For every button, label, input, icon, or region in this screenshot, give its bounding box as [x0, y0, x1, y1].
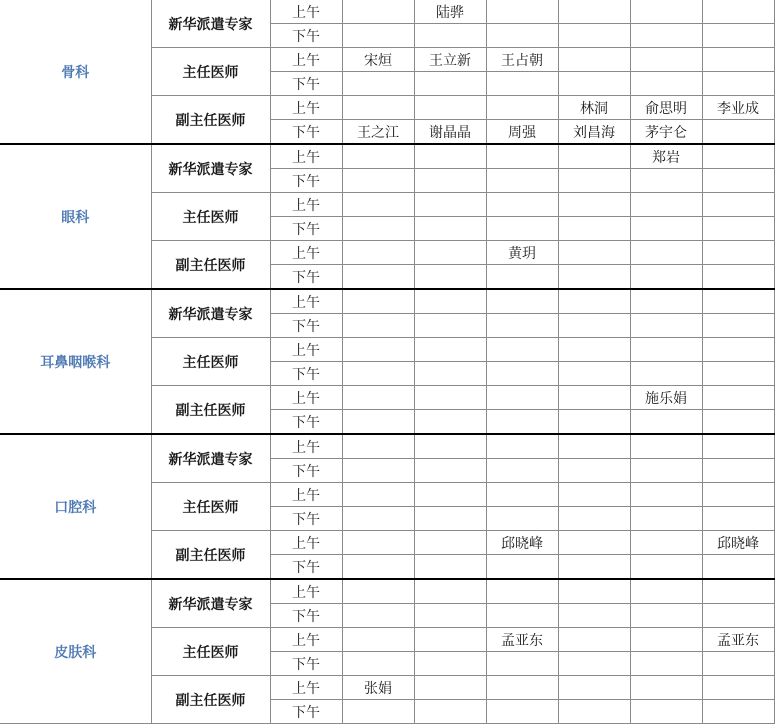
doctor-cell [630, 628, 702, 652]
period-label: 上午 [270, 144, 342, 169]
doctor-cell [702, 652, 774, 676]
department-name: 眼科 [0, 144, 151, 289]
doctor-title: 副主任医师 [151, 386, 270, 435]
doctor-cell [558, 289, 630, 314]
doctor-cell [702, 193, 774, 217]
doctor-cell [486, 604, 558, 628]
doctor-cell: 邱晓峰 [486, 531, 558, 555]
doctor-cell [342, 628, 414, 652]
period-label: 上午 [270, 0, 342, 24]
doctor-cell: 周强 [486, 120, 558, 145]
doctor-cell [702, 72, 774, 96]
doctor-cell [702, 217, 774, 241]
doctor-cell [558, 483, 630, 507]
doctor-cell [342, 434, 414, 459]
doctor-cell [486, 459, 558, 483]
doctor-cell [414, 531, 486, 555]
doctor-cell [414, 652, 486, 676]
doctor-cell [630, 507, 702, 531]
doctor-cell [342, 314, 414, 338]
doctor-cell [342, 507, 414, 531]
period-label: 下午 [270, 314, 342, 338]
period-label: 上午 [270, 386, 342, 410]
doctor-cell [558, 531, 630, 555]
doctor-cell [486, 314, 558, 338]
period-label: 上午 [270, 434, 342, 459]
doctor-cell [558, 676, 630, 700]
doctor-cell [702, 362, 774, 386]
doctor-cell [486, 338, 558, 362]
doctor-cell [342, 386, 414, 410]
doctor-cell [558, 314, 630, 338]
doctor-cell [702, 386, 774, 410]
doctor-cell [558, 362, 630, 386]
doctor-cell [558, 193, 630, 217]
period-label: 上午 [270, 483, 342, 507]
table-row [0, 289, 774, 314]
doctor-cell [702, 144, 774, 169]
doctor-cell [342, 604, 414, 628]
doctor-cell [630, 483, 702, 507]
doctor-cell [558, 579, 630, 604]
period-label: 下午 [270, 410, 342, 435]
doctor-cell [486, 579, 558, 604]
doctor-cell [486, 72, 558, 96]
doctor-cell [558, 700, 630, 724]
period-label: 上午 [270, 96, 342, 120]
doctor-cell [414, 338, 486, 362]
doctor-cell [558, 241, 630, 265]
doctor-cell [558, 604, 630, 628]
period-label: 下午 [270, 652, 342, 676]
doctor-cell [702, 314, 774, 338]
doctor-cell [342, 241, 414, 265]
doctor-cell [630, 434, 702, 459]
doctor-cell [630, 193, 702, 217]
doctor-cell [414, 169, 486, 193]
doctor-cell [558, 265, 630, 290]
doctor-cell [342, 531, 414, 555]
doctor-cell: 林洞 [558, 96, 630, 120]
doctor-cell [558, 169, 630, 193]
doctor-cell [486, 217, 558, 241]
doctor-cell [486, 0, 558, 24]
doctor-cell [558, 24, 630, 48]
period-label: 下午 [270, 169, 342, 193]
period-label: 上午 [270, 579, 342, 604]
doctor-cell [342, 483, 414, 507]
doctor-cell: 王立新 [414, 48, 486, 72]
doctor-cell [342, 410, 414, 435]
doctor-cell [630, 48, 702, 72]
doctor-cell [702, 24, 774, 48]
doctor-cell [486, 362, 558, 386]
doctor-cell [486, 652, 558, 676]
doctor-cell [702, 434, 774, 459]
period-label: 上午 [270, 628, 342, 652]
doctor-cell [414, 459, 486, 483]
doctor-cell [558, 628, 630, 652]
doctor-cell [702, 700, 774, 724]
doctor-cell: 张娟 [342, 676, 414, 700]
doctor-cell [702, 338, 774, 362]
doctor-title: 主任医师 [151, 483, 270, 531]
doctor-cell [702, 120, 774, 145]
period-label: 上午 [270, 338, 342, 362]
doctor-cell [486, 265, 558, 290]
doctor-cell [702, 555, 774, 580]
doctor-cell [342, 193, 414, 217]
period-label: 下午 [270, 700, 342, 724]
doctor-cell [486, 676, 558, 700]
doctor-cell: 茅宇仑 [630, 120, 702, 145]
doctor-title: 新华派遣专家 [151, 579, 270, 628]
doctor-cell [342, 265, 414, 290]
doctor-cell [414, 144, 486, 169]
doctor-cell: 陆骅 [414, 0, 486, 24]
doctor-cell [702, 507, 774, 531]
doctor-cell: 俞思明 [630, 96, 702, 120]
doctor-cell [702, 169, 774, 193]
doctor-cell: 黄玥 [486, 241, 558, 265]
doctor-cell [702, 241, 774, 265]
doctor-cell [486, 144, 558, 169]
period-label: 下午 [270, 72, 342, 96]
doctor-cell: 谢晶晶 [414, 120, 486, 145]
doctor-cell [414, 289, 486, 314]
doctor-cell [486, 434, 558, 459]
doctor-cell [702, 410, 774, 435]
doctor-cell [414, 386, 486, 410]
doctor-cell [486, 555, 558, 580]
table-row [0, 0, 774, 24]
doctor-cell [702, 459, 774, 483]
doctor-cell [558, 652, 630, 676]
doctor-cell [558, 555, 630, 580]
period-label: 下午 [270, 507, 342, 531]
doctor-cell [702, 289, 774, 314]
period-label: 下午 [270, 604, 342, 628]
doctor-cell [414, 96, 486, 120]
doctor-cell: 孟亚东 [702, 628, 774, 652]
doctor-cell [630, 700, 702, 724]
doctor-title: 新华派遣专家 [151, 144, 270, 193]
doctor-cell: 宋烜 [342, 48, 414, 72]
department-name: 骨科 [0, 0, 151, 144]
doctor-cell [702, 265, 774, 290]
doctor-cell [414, 217, 486, 241]
doctor-cell [630, 579, 702, 604]
doctor-cell [414, 555, 486, 580]
doctor-cell [558, 410, 630, 435]
doctor-cell [414, 434, 486, 459]
doctor-cell [630, 410, 702, 435]
doctor-cell [558, 338, 630, 362]
doctor-cell [630, 555, 702, 580]
table-row [0, 144, 774, 169]
doctor-cell: 刘昌海 [558, 120, 630, 145]
doctor-cell [414, 507, 486, 531]
period-label: 上午 [270, 676, 342, 700]
doctor-cell: 孟亚东 [486, 628, 558, 652]
period-label: 上午 [270, 193, 342, 217]
doctor-cell [486, 193, 558, 217]
doctor-cell [342, 289, 414, 314]
doctor-cell [342, 96, 414, 120]
doctor-cell [414, 700, 486, 724]
doctor-cell [342, 652, 414, 676]
period-label: 上午 [270, 241, 342, 265]
doctor-cell: 施乐娟 [630, 386, 702, 410]
doctor-cell: 李业成 [702, 96, 774, 120]
doctor-cell [630, 24, 702, 48]
department-name: 耳鼻咽喉科 [0, 289, 151, 434]
department-name: 口腔科 [0, 434, 151, 579]
doctor-cell [486, 289, 558, 314]
department-name: 皮肤科 [0, 579, 151, 724]
doctor-cell [486, 700, 558, 724]
table-row [0, 434, 774, 459]
doctor-cell [630, 362, 702, 386]
doctor-title: 副主任医师 [151, 676, 270, 724]
doctor-cell: 郑岩 [630, 144, 702, 169]
doctor-cell [558, 72, 630, 96]
doctor-cell [414, 241, 486, 265]
period-label: 下午 [270, 24, 342, 48]
doctor-cell [414, 24, 486, 48]
doctor-cell [342, 169, 414, 193]
doctor-cell [414, 410, 486, 435]
doctor-cell [630, 652, 702, 676]
doctor-cell [630, 217, 702, 241]
doctor-cell [630, 459, 702, 483]
doctor-cell [414, 628, 486, 652]
period-label: 下午 [270, 555, 342, 580]
period-label: 下午 [270, 265, 342, 290]
doctor-cell [486, 410, 558, 435]
doctor-cell [630, 265, 702, 290]
doctor-cell [630, 0, 702, 24]
doctor-cell [702, 604, 774, 628]
doctor-cell [630, 338, 702, 362]
doctor-cell: 王之江 [342, 120, 414, 145]
doctor-cell [414, 314, 486, 338]
doctor-cell [414, 193, 486, 217]
doctor-cell [630, 169, 702, 193]
doctor-cell [630, 531, 702, 555]
doctor-cell [342, 217, 414, 241]
doctor-cell [702, 48, 774, 72]
doctor-cell [486, 507, 558, 531]
doctor-title: 主任医师 [151, 193, 270, 241]
doctor-cell [558, 507, 630, 531]
doctor-cell [342, 0, 414, 24]
doctor-cell [630, 676, 702, 700]
doctor-title: 副主任医师 [151, 241, 270, 290]
doctor-cell [558, 0, 630, 24]
doctor-title: 主任医师 [151, 338, 270, 386]
doctor-cell [486, 386, 558, 410]
doctor-title: 副主任医师 [151, 96, 270, 145]
doctor-cell [702, 676, 774, 700]
doctor-cell [558, 386, 630, 410]
doctor-title: 主任医师 [151, 48, 270, 96]
doctor-title: 副主任医师 [151, 531, 270, 580]
doctor-cell [342, 555, 414, 580]
doctor-cell [558, 144, 630, 169]
doctor-cell [342, 459, 414, 483]
doctor-cell [342, 338, 414, 362]
doctor-cell [414, 604, 486, 628]
doctor-title: 新华派遣专家 [151, 0, 270, 48]
doctor-cell [702, 483, 774, 507]
period-label: 上午 [270, 531, 342, 555]
doctor-title: 新华派遣专家 [151, 289, 270, 338]
doctor-cell [414, 265, 486, 290]
period-label: 下午 [270, 459, 342, 483]
period-label: 上午 [270, 48, 342, 72]
doctor-cell [342, 24, 414, 48]
doctor-cell [630, 241, 702, 265]
doctor-cell [342, 144, 414, 169]
doctor-cell [486, 24, 558, 48]
doctor-cell [630, 604, 702, 628]
period-label: 上午 [270, 289, 342, 314]
doctor-cell [414, 362, 486, 386]
doctor-cell [342, 579, 414, 604]
doctor-cell: 邱晓峰 [702, 531, 774, 555]
period-label: 下午 [270, 217, 342, 241]
doctor-cell [414, 579, 486, 604]
doctor-cell [630, 314, 702, 338]
doctor-cell [342, 362, 414, 386]
doctor-cell [702, 579, 774, 604]
period-label: 下午 [270, 120, 342, 145]
doctor-cell: 王占朝 [486, 48, 558, 72]
doctor-cell [558, 217, 630, 241]
period-label: 下午 [270, 362, 342, 386]
doctor-cell [486, 483, 558, 507]
doctor-cell [414, 483, 486, 507]
table-row [0, 579, 774, 604]
doctor-title: 主任医师 [151, 628, 270, 676]
doctor-cell [414, 676, 486, 700]
doctor-cell [558, 48, 630, 72]
doctor-cell [414, 72, 486, 96]
doctor-cell [342, 72, 414, 96]
doctor-cell [558, 459, 630, 483]
doctor-cell [342, 700, 414, 724]
doctor-cell [486, 96, 558, 120]
doctor-cell [630, 289, 702, 314]
doctor-cell [702, 0, 774, 24]
doctor-cell [558, 434, 630, 459]
doctor-cell [486, 169, 558, 193]
doctor-cell [630, 72, 702, 96]
doctor-title: 新华派遣专家 [151, 434, 270, 483]
